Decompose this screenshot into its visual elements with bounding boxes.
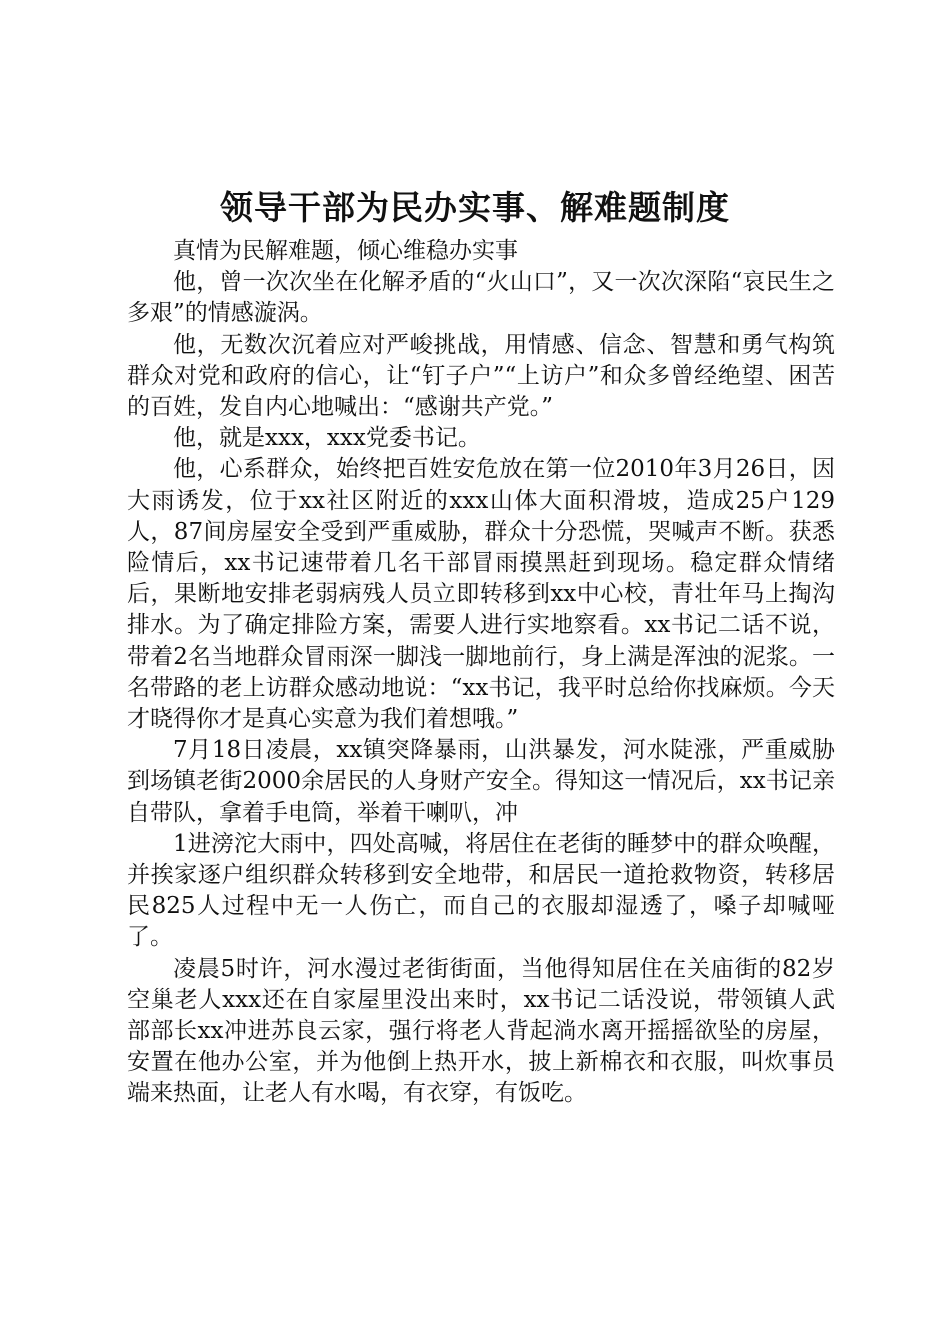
document-title: 领导干部为民办实事、解难题制度 <box>220 188 730 227</box>
paragraph-subtitle: 真情为民解难题，倾心维稳办实事 <box>173 238 518 264</box>
paragraph: 他，曾一次次坐在化解矛盾的“火山口”，又一次次深陷“哀民生之多艰”的情感漩涡。 <box>127 269 835 327</box>
paragraph: 他，无数次沉着应对严峻挑战，用情感、信念、智慧和勇气构筑群众对党和政府的信心，让“钉子户”“上访户”和众多曾经绝望、困苦的百姓，发自内心地喊出：“感谢共产党。” <box>127 331 835 421</box>
document-body <box>127 236 835 1110</box>
paragraph: 凌晨5时许，河水漫过老街街面，当他得知居住在关庙街的82岁空巢老人xxx还在自家屋里没出来时，xx书记二话没说，带领镇人武部部长xx冲进苏良云家，强行将老人背起淌水离开摇摇欲坠的房屋，安置在他办公室，并为他倒上热开水，披上新棉衣和衣服，叫炊事员端来热面，让老人有水喝，有衣穿，有饭吃。 <box>127 955 835 1107</box>
paragraph: 7月18日凌晨，xx镇突降暴雨，山洪暴发，河水陡涨，严重威胁到场镇老街2000余居民的人身财产安全。得知这一情况后，xx书记亲自带队，拿着手电筒，举着干喇叭，冲 <box>127 737 835 826</box>
paragraph: 他，心系群众，始终把百姓安危放在第一位2010年3月26日，因大雨诱发，位于xx社区附近的xxx山体大面积滑坡，造成25户129人，87间房屋安全受到严重威胁，群众十分恐慌，哭喊声不断。获悉险情后，xx书记速带着几名干部冒雨摸黑赶到现场。稳定群众情绪后，果断地安排老弱病残人员立即转移到xx中心校，青壮年马上掏沟排水。为了确定排险方案，需要人进行实地察看。xx书记二话不说，带着2名当地群众冒雨深一脚浅一脚地前行，身上满是浑浊的泥浆。一名带路的老上访群众感动地说：“xx书记，我平时总给你找麻烦。今天才晓得你才是真心实意为我们着想哦。” <box>127 456 835 733</box>
paragraph: 他，就是xxx，xxx党委书记。 <box>173 425 481 452</box>
paragraph: 1进滂沱大雨中，四处高喊，将居住在老街的睡梦中的群众唤醒，并挨家逐户组织群众转移到安全地带，和居民一道抢救物资，转移居民825人过程中无一人伤亡，而自己的衣服却湿透了，嗓子却喊哑了。 <box>127 830 835 951</box>
